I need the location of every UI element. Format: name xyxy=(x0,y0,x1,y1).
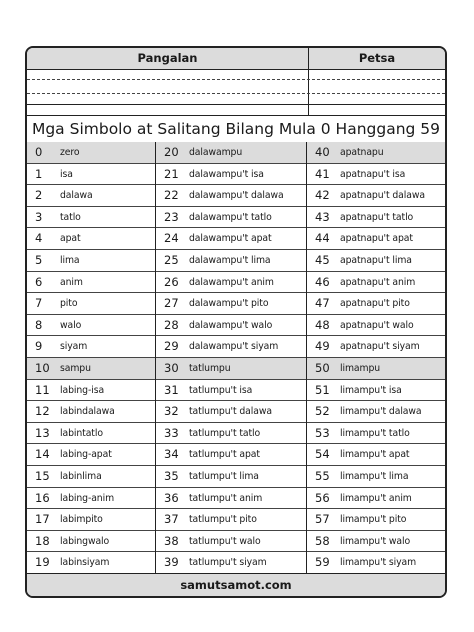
number-symbol: 24 xyxy=(164,231,179,246)
table-row xyxy=(307,401,446,423)
table-row xyxy=(307,444,446,466)
table-row xyxy=(156,466,307,488)
number-word: dalawampu't anim xyxy=(189,276,274,288)
number-symbol: 54 xyxy=(315,447,330,462)
number-symbol: 49 xyxy=(315,339,330,354)
number-word: siyam xyxy=(60,341,88,353)
table-row xyxy=(27,293,155,315)
number-symbol: 48 xyxy=(315,317,330,332)
table-row xyxy=(156,207,307,229)
table-row xyxy=(27,444,155,466)
number-word: dalawampu xyxy=(189,147,243,158)
number-symbol: 42 xyxy=(315,188,330,203)
number-word: dalawa xyxy=(60,190,93,202)
number-symbol: 51 xyxy=(315,382,330,397)
worksheet-title: Mga Simbolo at Salitang Bilang Mula 0 Hanggang 59 xyxy=(27,115,445,143)
table-row xyxy=(156,336,307,358)
number-word: apatnapu't anim xyxy=(340,276,416,288)
number-word: tatlumpu't lima xyxy=(189,470,259,482)
number-word: dalawampu't isa xyxy=(189,168,264,180)
number-symbol: 41 xyxy=(315,166,330,181)
column-20-39 xyxy=(155,142,307,574)
table-row xyxy=(307,509,446,531)
number-symbol: 58 xyxy=(315,533,330,548)
number-symbol: 0 xyxy=(35,145,43,159)
table-row xyxy=(27,250,155,272)
table-row xyxy=(27,401,155,423)
number-symbol: 17 xyxy=(35,512,50,527)
number-symbol: 37 xyxy=(164,512,179,527)
table-row xyxy=(156,488,307,510)
table-row xyxy=(156,552,307,574)
number-symbol: 21 xyxy=(164,166,179,181)
table-row xyxy=(156,228,307,250)
table-row xyxy=(307,272,446,294)
table-row xyxy=(27,531,155,553)
number-word: dalawampu't pito xyxy=(189,298,269,310)
number-symbol: 52 xyxy=(315,404,330,419)
number-word: anim xyxy=(60,276,83,288)
number-symbol: 56 xyxy=(315,490,330,505)
number-word: limampu't apat xyxy=(340,449,410,461)
number-word: labinlima xyxy=(60,470,102,482)
table-row xyxy=(307,315,446,337)
number-word: limampu't isa xyxy=(340,384,402,396)
number-word: dalawampu't dalawa xyxy=(189,190,284,202)
number-symbol: 35 xyxy=(164,468,179,483)
number-word: pito xyxy=(60,298,78,310)
number-table xyxy=(27,142,445,574)
number-word: limampu't tatlo xyxy=(340,427,410,439)
table-row xyxy=(27,272,155,294)
number-symbol: 26 xyxy=(164,274,179,289)
number-symbol: 47 xyxy=(315,296,330,311)
table-row xyxy=(156,250,307,272)
number-word: tatlumpu't isa xyxy=(189,384,253,396)
table-row xyxy=(307,531,446,553)
number-symbol: 40 xyxy=(315,145,330,159)
number-word: walo xyxy=(60,319,82,331)
table-row xyxy=(307,552,446,574)
number-symbol: 55 xyxy=(315,468,330,483)
table-row xyxy=(307,293,446,315)
number-word: labintatlo xyxy=(60,427,103,439)
table-row xyxy=(307,358,446,380)
number-word: labimpito xyxy=(60,514,103,526)
number-word: dalawampu't siyam xyxy=(189,341,279,353)
number-word: limampu't anim xyxy=(340,492,412,504)
name-label: Pangalan xyxy=(137,51,198,65)
line-baseline xyxy=(27,104,445,105)
number-symbol: 10 xyxy=(35,360,50,375)
number-word: labingwalo xyxy=(60,535,110,547)
number-word: tatlumpu't dalawa xyxy=(189,406,272,418)
number-word: apatnapu't siyam xyxy=(340,341,420,353)
header-row xyxy=(27,48,445,70)
number-symbol: 25 xyxy=(164,252,179,267)
table-row xyxy=(307,336,446,358)
number-word: limampu't dalawa xyxy=(340,406,422,418)
table-row xyxy=(27,466,155,488)
table-row xyxy=(27,336,155,358)
table-row xyxy=(156,272,307,294)
number-word: labindalawa xyxy=(60,406,115,418)
table-row xyxy=(27,164,155,186)
number-word: dalawampu't tatlo xyxy=(189,211,272,223)
number-word: limampu xyxy=(340,362,381,374)
number-word: apat xyxy=(60,233,81,245)
number-word: apatnapu't pito xyxy=(340,298,410,310)
number-word: apatnapu't lima xyxy=(340,254,412,266)
number-symbol: 1 xyxy=(35,166,43,181)
dashed-line-top xyxy=(27,79,445,80)
number-symbol: 39 xyxy=(164,555,179,570)
number-symbol: 14 xyxy=(35,447,50,462)
number-symbol: 30 xyxy=(164,360,179,375)
number-symbol: 31 xyxy=(164,382,179,397)
number-word: sampu xyxy=(60,362,91,374)
number-symbol: 57 xyxy=(315,512,330,527)
table-row xyxy=(27,509,155,531)
number-word: labing-isa xyxy=(60,384,105,396)
table-row xyxy=(156,164,307,186)
number-word: tatlumpu't pito xyxy=(189,514,257,526)
number-word: dalawampu't apat xyxy=(189,233,272,245)
table-row xyxy=(156,401,307,423)
number-word: labinsiyam xyxy=(60,557,110,569)
table-row xyxy=(307,250,446,272)
number-word: tatlumpu xyxy=(189,362,231,374)
number-word: apatnapu't walo xyxy=(340,319,414,331)
number-symbol: 23 xyxy=(164,209,179,224)
number-word: tatlumpu't anim xyxy=(189,492,263,504)
number-symbol: 29 xyxy=(164,339,179,354)
number-word: limampu't lima xyxy=(340,470,409,482)
number-word: dalawampu't lima xyxy=(189,254,271,266)
table-row xyxy=(307,423,446,445)
table-row xyxy=(27,185,155,207)
table-row xyxy=(307,185,446,207)
number-symbol: 3 xyxy=(35,209,43,224)
number-word: tatlumpu't apat xyxy=(189,449,260,461)
table-row xyxy=(156,315,307,337)
number-symbol: 15 xyxy=(35,468,50,483)
number-word: apatnapu't isa xyxy=(340,168,406,180)
number-symbol: 9 xyxy=(35,339,43,354)
number-symbol: 22 xyxy=(164,188,179,203)
name-date-fields xyxy=(27,69,445,115)
number-word: tatlumpu't siyam xyxy=(189,557,267,569)
number-word: dalawampu't walo xyxy=(189,319,273,331)
table-row xyxy=(307,207,446,229)
table-row xyxy=(156,358,307,380)
number-symbol: 38 xyxy=(164,533,179,548)
number-symbol: 27 xyxy=(164,296,179,311)
number-word: limampu't siyam xyxy=(340,557,417,569)
table-row xyxy=(27,207,155,229)
table-row xyxy=(27,315,155,337)
number-symbol: 53 xyxy=(315,425,330,440)
number-symbol: 12 xyxy=(35,404,50,419)
number-word: lima xyxy=(60,254,80,266)
number-symbol: 33 xyxy=(164,425,179,440)
number-word: tatlumpu't tatlo xyxy=(189,427,261,439)
number-symbol: 36 xyxy=(164,490,179,505)
site-footer: samutsamot.com xyxy=(27,573,445,596)
number-symbol: 2 xyxy=(35,188,43,203)
number-symbol: 20 xyxy=(164,145,179,159)
number-symbol: 50 xyxy=(315,360,330,375)
number-symbol: 13 xyxy=(35,425,50,440)
table-row xyxy=(307,380,446,402)
number-word: labing-apat xyxy=(60,449,112,461)
table-row xyxy=(307,228,446,250)
number-symbol: 19 xyxy=(35,555,50,570)
number-symbol: 6 xyxy=(35,274,43,289)
number-word: apatnapu xyxy=(340,147,384,158)
number-symbol: 43 xyxy=(315,209,330,224)
number-symbol: 34 xyxy=(164,447,179,462)
column-40-59 xyxy=(306,142,446,574)
number-word: limampu't walo xyxy=(340,535,411,547)
number-symbol: 4 xyxy=(35,231,43,246)
table-row xyxy=(156,185,307,207)
number-word: isa xyxy=(60,168,73,180)
table-row xyxy=(307,142,446,164)
number-word: labing-anim xyxy=(60,492,115,504)
table-row xyxy=(156,293,307,315)
number-word: apatnapu't dalawa xyxy=(340,190,425,202)
number-symbol: 18 xyxy=(35,533,50,548)
dashed-line-bottom xyxy=(27,93,445,94)
table-row xyxy=(156,531,307,553)
table-row xyxy=(307,164,446,186)
table-row xyxy=(27,488,155,510)
table-row xyxy=(27,380,155,402)
table-row xyxy=(27,423,155,445)
table-row xyxy=(27,142,155,164)
number-symbol: 32 xyxy=(164,404,179,419)
table-row xyxy=(156,444,307,466)
number-symbol: 45 xyxy=(315,252,330,267)
table-row xyxy=(27,358,155,380)
date-label: Petsa xyxy=(308,48,445,69)
worksheet xyxy=(25,46,447,598)
number-word: apatnapu't tatlo xyxy=(340,211,414,223)
number-symbol: 16 xyxy=(35,490,50,505)
number-symbol: 8 xyxy=(35,317,43,332)
number-word: zero xyxy=(60,147,80,158)
table-row xyxy=(156,423,307,445)
number-word: apatnapu't apat xyxy=(340,233,413,245)
table-row xyxy=(156,509,307,531)
number-word: tatlumpu't walo xyxy=(189,535,261,547)
number-symbol: 5 xyxy=(35,252,43,267)
table-row xyxy=(307,488,446,510)
number-symbol: 44 xyxy=(315,231,330,246)
number-symbol: 28 xyxy=(164,317,179,332)
number-word: limampu't pito xyxy=(340,514,407,526)
column-0-19 xyxy=(27,142,155,574)
number-word: tatlo xyxy=(60,211,81,223)
table-row xyxy=(156,380,307,402)
table-row xyxy=(27,552,155,574)
number-symbol: 46 xyxy=(315,274,330,289)
table-row xyxy=(307,466,446,488)
number-symbol: 59 xyxy=(315,555,330,570)
table-row xyxy=(156,142,307,164)
table-row xyxy=(27,228,155,250)
number-symbol: 11 xyxy=(35,382,50,397)
number-symbol: 7 xyxy=(35,296,43,311)
